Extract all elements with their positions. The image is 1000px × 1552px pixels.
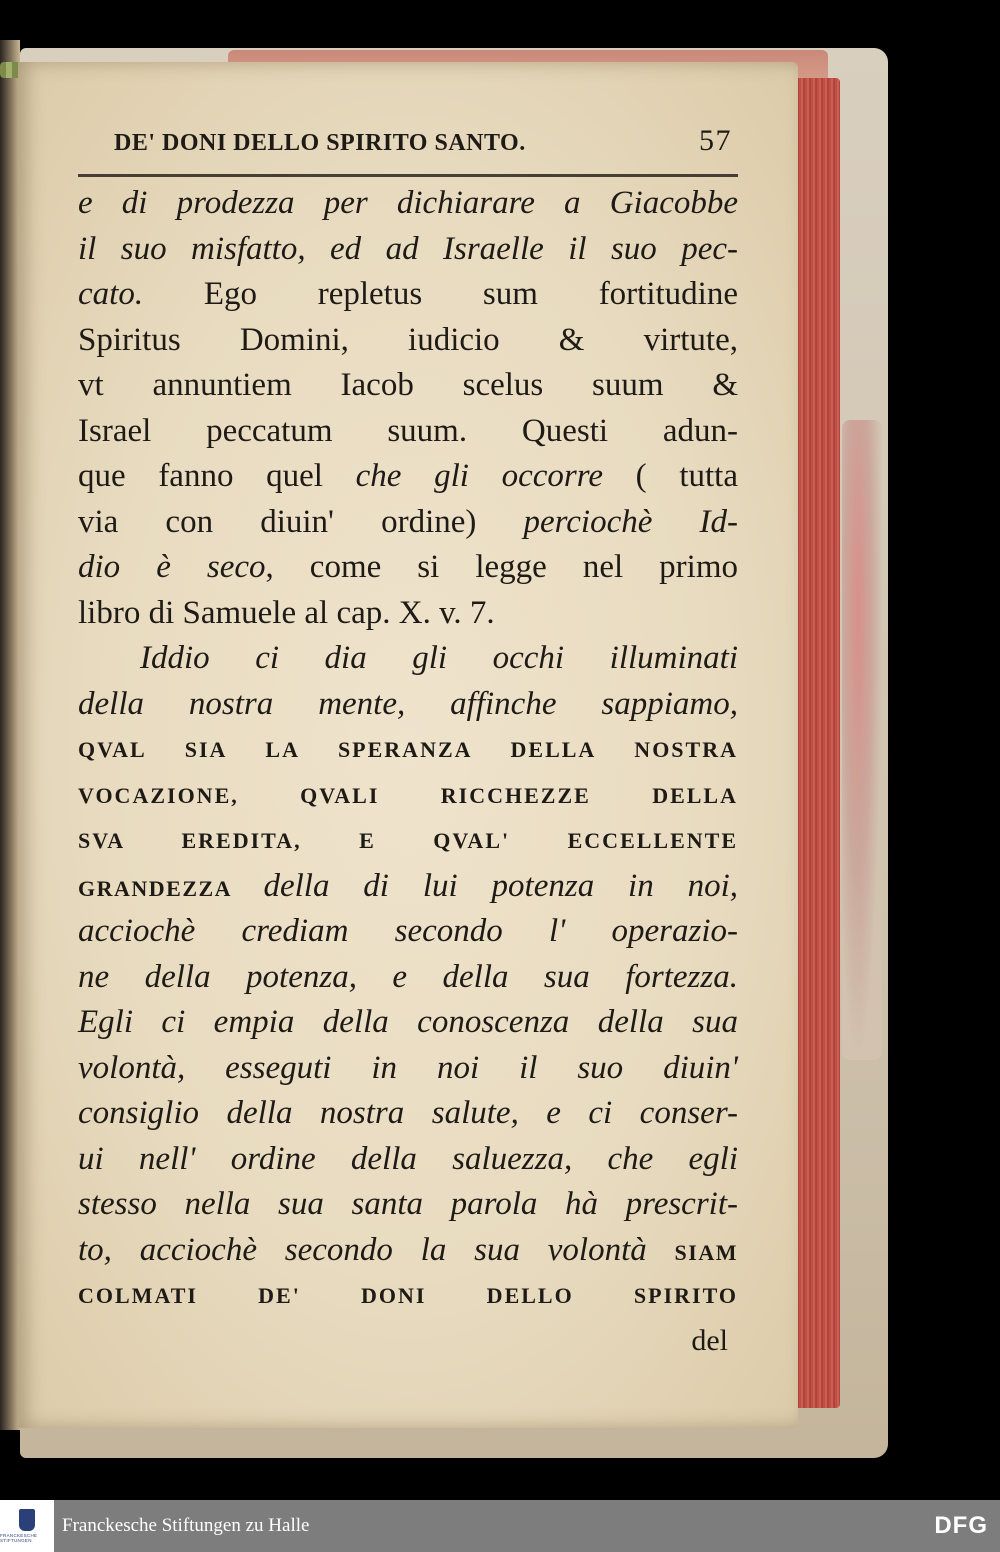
text-line bbox=[78, 454, 738, 500]
text-span: , come si legge nel primo bbox=[265, 549, 738, 585]
text-line: volontà, esseguti in noi il suo diuin' bbox=[78, 1049, 738, 1086]
text-line: Israel peccatum suum. Questi adun- bbox=[78, 412, 738, 449]
text-span: ( tutta bbox=[602, 458, 738, 494]
dfg-logo[interactable]: DFG bbox=[934, 1512, 988, 1539]
text-line: ne della potenza, e della sua fortezza. bbox=[78, 958, 738, 995]
text-span: GRANDEZZA bbox=[78, 875, 264, 901]
footer-bar bbox=[0, 1500, 1000, 1552]
text-span: dio è seco bbox=[78, 549, 266, 585]
text-line: Egli ci empia della conoscenza della sua bbox=[78, 1004, 738, 1040]
running-head-title: DE' DONI DELLO SPIRITO SANTO. bbox=[114, 130, 526, 156]
text-span: to, acciochè secondo la sua volontà bbox=[78, 1231, 675, 1268]
red-fore-edge bbox=[794, 78, 840, 1408]
text-span: cato. bbox=[78, 276, 144, 312]
text-line: QVAL SIA LA SPERANZA DELLA NOSTRA bbox=[78, 737, 738, 762]
institution-logo[interactable] bbox=[0, 1500, 54, 1552]
text-line: vt annuntiem Iacob scelus suum & bbox=[78, 367, 738, 403]
text-line: ui nell' ordine della saluezza, che egli bbox=[78, 1140, 738, 1177]
text-line: COLMATI DE' DONI DELLO SPIRITO bbox=[78, 1283, 738, 1308]
building-emblem-icon bbox=[19, 1509, 35, 1531]
text-block bbox=[78, 124, 738, 1363]
book-page bbox=[18, 62, 798, 1428]
text-span: via con diuin' ordine) bbox=[78, 503, 524, 540]
body-text bbox=[78, 181, 738, 1319]
text-line bbox=[78, 500, 738, 546]
marbled-edge bbox=[842, 420, 882, 1060]
text-span: della di lui potenza in noi, bbox=[263, 867, 738, 904]
facing-page-edge bbox=[0, 40, 20, 1430]
text-span: que fanno quel bbox=[78, 458, 356, 494]
text-span: che gli occorre bbox=[355, 458, 603, 494]
text-line: il suo misfatto, ed ad Israelle il suo pec- bbox=[78, 230, 738, 267]
running-head bbox=[78, 124, 738, 168]
catchword: del bbox=[691, 1323, 728, 1357]
institution-name: Franckesche Stiftungen zu Halle bbox=[62, 1515, 310, 1536]
text-span: Ego repletus sum fortitudine bbox=[143, 276, 738, 312]
text-line: libro di Samuele al cap. X. v. 7. bbox=[78, 594, 495, 631]
header-rule bbox=[78, 174, 738, 177]
text-line: SVA EREDITA, E QVAL' ECCELLENTE bbox=[78, 828, 738, 853]
text-line bbox=[78, 272, 738, 318]
text-line bbox=[78, 864, 738, 910]
text-line: Spiritus Domini, iudicio & virtute, bbox=[78, 321, 738, 358]
text-line bbox=[78, 1228, 738, 1274]
text-line: consiglio della nostra salute, e ci conser- bbox=[78, 1095, 738, 1131]
logo-text: FRANCKESCHE STIFTUNGEN bbox=[0, 1533, 38, 1543]
text-line: della nostra mente, affinche sappiamo, bbox=[78, 685, 738, 722]
text-span: perciochè Id- bbox=[523, 503, 738, 540]
text-span: SIAM bbox=[674, 1239, 738, 1265]
page-number: 57 bbox=[699, 124, 732, 157]
text-line: e di prodezza per dichiarare a Giacobbe bbox=[78, 185, 738, 221]
text-line bbox=[78, 545, 738, 591]
text-line: Iddio ci dia gli occhi illuminati bbox=[140, 640, 738, 676]
text-line: acciochè crediam secondo l' operazio- bbox=[78, 913, 738, 949]
text-line: stesso nella sua santa parola hà prescrit- bbox=[78, 1186, 738, 1222]
text-line: VOCAZIONE, QVALI RICCHEZZE DELLA bbox=[78, 782, 738, 808]
